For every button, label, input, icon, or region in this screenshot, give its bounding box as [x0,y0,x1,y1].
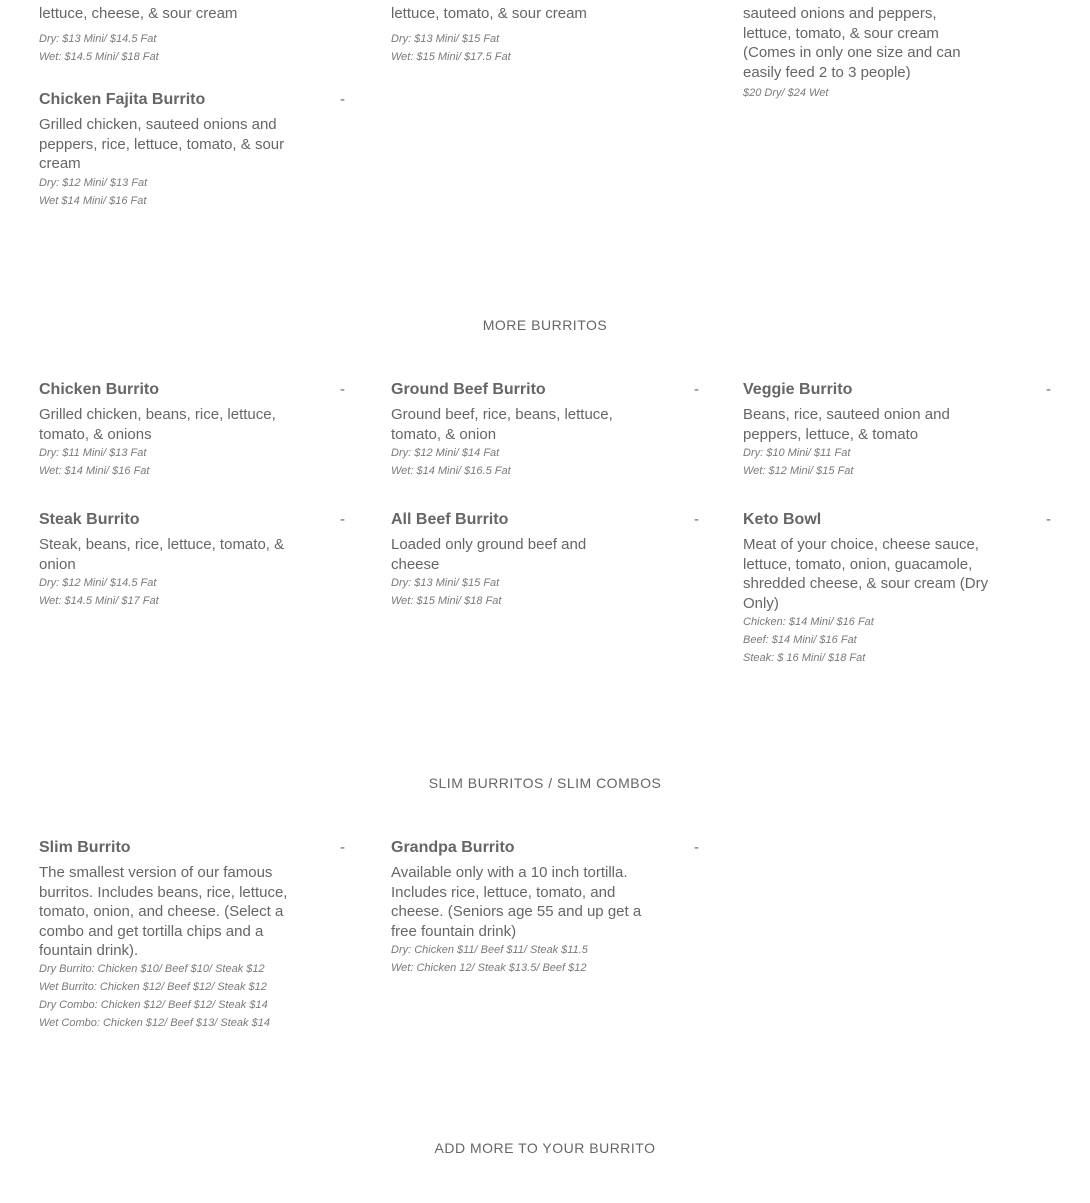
item-price: Dry: $12 Mini/ $13 Fat [39,177,148,189]
menu-item-steak-burrito [39,510,349,620]
desc-line: sauteed onions and peppers, [743,5,937,22]
item-price: Dry: $12 Mini/ $14.5 Fat [39,577,157,589]
item-dash: - [1046,381,1051,398]
section-heading-slim-burritos: SLIM BURRITOS / SLIM COMBOS [428,775,662,791]
item-price: Wet: $14.5 Mini/ $17 Fat [39,595,159,607]
item-description: Available only with a 10 inch tortilla. Includes rice, lettuce, tomato, and cheese. (Seniors age 55 and up get a free fountain drink) [391,864,642,940]
desc-line: lettuce, tomato, & sour cream [743,24,939,42]
item-price: Wet: $14 Mini/ $16 Fat [39,465,150,477]
item-title: All Beef Burrito [391,511,509,528]
desc-line: easily feed 2 to 3 people) [743,63,911,81]
item-dash: - [340,381,345,398]
item-price: Wet: $14.5 Mini/ $18 Fat [39,51,159,63]
item-title: Ground Beef Burrito [391,381,546,398]
menu-item-ground-beef-burrito [391,380,701,490]
section-heading-more-burritos: MORE BURRITOS [482,317,608,333]
item-title: Veggie Burrito [743,381,853,398]
item-description: Meat of your choice, cheese sauce, lettuce, tomato, onion, guacamole, shredded cheese, & sour cream (Dry Only) [743,536,989,612]
menu-item-keto-bowl [743,510,1053,680]
item-dash: - [694,511,699,528]
item-price: Dry Combo: Chicken $12/ Beef $12/ Steak $14 [39,999,268,1011]
menu-item-veggie-burrito [743,380,1053,490]
item-price: Dry: $10 Mini/ $11 Fat [743,447,851,459]
item-dash: - [340,511,345,528]
item-price: Dry: $13 Mini/ $15 Fat [391,33,500,45]
item-price: Wet $14 Mini/ $16 Fat [39,195,147,207]
item-title: Keto Bowl [743,511,822,528]
menu-item-grandpa-burrito [391,838,701,988]
item-price: Dry: Chicken $11/ Beef $11/ Steak $11.5 [391,944,588,956]
item-description: Beans, rice, sauteed onion and peppers, lettuce, & tomato [743,406,950,443]
item-description: Ground beef, rice, beans, lettuce, tomato, & onion [391,406,613,443]
item-price: Wet: Chicken 12/ Steak $13.5/ Beef $12 [391,962,587,974]
item-price: Dry: $13 Mini/ $14.5 Fat [39,33,157,45]
item-description: Loaded only ground beef and cheese [391,536,587,573]
item-description: Steak, beans, rice, lettuce, tomato, & onion [39,536,285,573]
item-price: Beef: $14 Mini/ $16 Fat [743,634,857,646]
item-price: Wet: $14 Mini/ $16.5 Fat [391,465,511,477]
item-dash: - [340,91,345,108]
item-title: Chicken Fajita Burrito [39,91,206,108]
item-title: Grandpa Burrito [391,839,515,856]
menu-item-slim-burrito [39,838,349,1038]
menu-item-chicken-burrito [39,380,349,490]
item-price: Dry: $12 Mini/ $14 Fat [391,447,500,459]
item-dash: - [340,839,345,856]
item-price: Dry: $13 Mini/ $15 Fat [391,577,500,589]
item-price: Chicken: $14 Mini/ $16 Fat [743,616,874,628]
menu-item-chicken-fajita-burrito [39,90,349,220]
item-description: Grilled chicken, sauteed onions and peppers, rice, lettuce, tomato, & sour cream [39,116,285,172]
item-dash: - [1046,511,1051,528]
section-heading-add-more: ADD MORE TO YOUR BURRITO [434,1140,656,1156]
item-price: Steak: $ 16 Mini/ $18 Fat [743,652,866,664]
item-price: Wet: $12 Mini/ $15 Fat [743,465,854,477]
item-description: lettuce, cheese, & sour cream [39,5,238,22]
item-price: Wet: $15 Mini/ $17.5 Fat [391,51,511,63]
item-title: Steak Burrito [39,511,140,528]
item-price: Wet Burrito: Chicken $12/ Beef $12/ Steak $12 [39,981,267,993]
item-dash: - [694,839,699,856]
menu-item-all-beef-burrito [391,510,701,620]
desc-line: (Comes in only one size and can [743,44,961,61]
item-title: Slim Burrito [39,839,131,856]
item-description [743,4,1023,82]
item-title: Chicken Burrito [39,381,160,398]
item-description: Grilled chicken, beans, rice, lettuce, tomato, & onions [39,406,276,443]
item-price: Dry: $11 Mini/ $13 Fat [39,447,147,459]
item-price: $20 Dry/ $24 Wet [743,87,829,99]
item-description: The smallest version of our famous burritos. Includes beans, rice, lettuce, tomato, onion, and cheese. (Select a combo and get tortilla chips and a fountain drink). [39,864,288,959]
item-price: Wet: $15 Mini/ $18 Fat [391,595,502,607]
item-description: lettuce, tomato, & sour cream [391,5,587,22]
item-price: Wet Combo: Chicken $12/ Beef $13/ Steak $14 [39,1017,270,1029]
item-price: Dry Burrito: Chicken $10/ Beef $10/ Steak $12 [39,963,265,975]
item-dash: - [694,381,699,398]
